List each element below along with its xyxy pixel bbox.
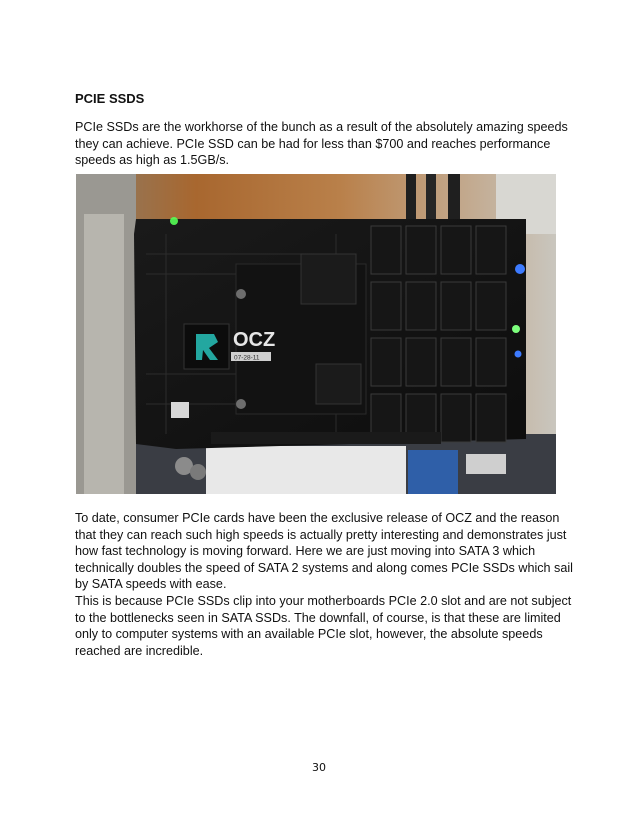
nand-chip bbox=[371, 226, 401, 274]
nand-chip bbox=[476, 282, 506, 330]
section-heading: PCIE SSDS bbox=[75, 91, 145, 106]
paragraph-intro: PCIe SSDs are the workhorse of the bunch as a result of the absolutely amazing speeds they can achieve. PCIe SSD can be had for less than $700 and reaches performance speeds as high as 1.5GB/s. bbox=[75, 120, 568, 167]
nand-chip bbox=[441, 226, 471, 274]
nand-chip bbox=[441, 394, 471, 442]
nand-chip bbox=[476, 226, 506, 274]
paragraph-ocz-release: To date, consumer PCIe cards have been the exclusive release of OCZ and the reason that they can reach such high speeds is actually pretty interesting and demonstrates just how fast technology is moving forward. Here we are just moving into SATA 3 which technically doubles the speed of SATA 2 systems and along comes PCIe SSDs which sail by SATA speeds with ease. bbox=[75, 511, 573, 591]
nand-chip bbox=[406, 338, 436, 386]
label-sticker-text: 07-28-11 bbox=[234, 354, 260, 362]
page-number: 30 bbox=[312, 761, 326, 774]
nand-chip bbox=[371, 338, 401, 386]
pcie-ssd-photo bbox=[76, 174, 556, 494]
nand-chip bbox=[406, 282, 436, 330]
paragraph-pcie-slot: This is because PCIe SSDs clip into your motherboards PCIe 2.0 slot and are not subject to the bottlenecks seen in SATA SSDs. The downfall, of course, is that these are limited only to computer systems with an available PCIe slot, however, the absolute speeds reached are incredible. bbox=[75, 594, 572, 658]
nand-chip bbox=[476, 394, 506, 442]
nand-chip bbox=[406, 226, 436, 274]
nand-chip bbox=[371, 282, 401, 330]
nand-chip bbox=[476, 338, 506, 386]
brand-logo-text: OCZ bbox=[233, 329, 276, 351]
nand-chip bbox=[441, 338, 471, 386]
nand-chip bbox=[441, 282, 471, 330]
